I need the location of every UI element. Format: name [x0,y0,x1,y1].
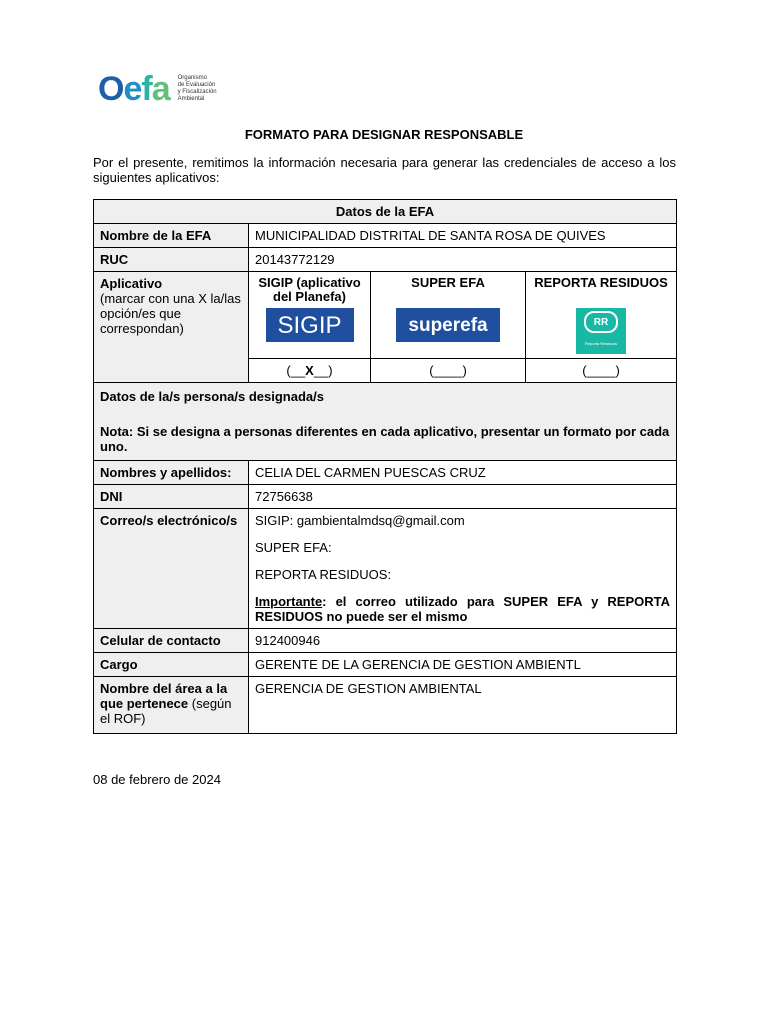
document-date: 08 de febrero de 2024 [93,772,221,787]
person-heading-row [94,383,677,461]
area-label-bold: Nombre del área a la que pertenece [100,681,228,711]
designation-form-table [93,199,677,734]
cargo-row [94,653,677,677]
names-row [94,461,677,485]
reporta-logo-caption: Reporta Residuos [584,341,618,346]
sigip-mark-prefix: (__ [286,363,306,378]
area-label [94,677,249,734]
app-option-superefa [371,272,526,359]
email-row [94,509,677,629]
app-option-sigip [249,272,371,359]
names-value: CELIA DEL CARMEN PUESCAS CRUZ [249,461,677,485]
ruc-value: 20143772129 [249,248,677,272]
document-title: FORMATO PARA DESIGNAR RESPONSABLE [244,127,524,142]
superefa-logo: superefa [396,308,500,342]
names-label: Nombres y apellidos: [94,461,249,485]
cargo-label: Cargo [94,653,249,677]
efa-name-label: Nombre de la EFA [94,224,249,248]
app-row [94,272,677,359]
important-label: Importante [255,594,323,609]
sigip-mark-x: X [305,363,314,378]
dni-value: 72756638 [249,485,677,509]
sigip-mark-suffix: __) [313,363,333,378]
person-section-note: Nota: Si se designa a personas diferentes en cada aplicativo, presentar un formato por cada uno. [100,424,670,454]
important-text: : el correo utilizado para SUPER EFA y REPORTA RESIDUOS no puede ser el mismo [255,594,670,624]
app-option-reporta [526,272,677,359]
email-important-note [255,594,670,624]
app-name-superefa: SUPER EFA [411,275,485,290]
efa-name-row [94,224,677,248]
sigip-logo: SIGIP [266,308,354,342]
app-name-reporta: REPORTA RESIDUOS [534,275,668,290]
intro-paragraph: Por el presente, remitimos la información necesaria para generar las credenciales de acceso a los siguientes aplicativos: [93,155,676,185]
email-values [249,509,677,629]
efa-section-heading: Datos de la EFA [94,200,677,224]
cargo-value: GERENTE DE LA GERENCIA DE GESTION AMBIENTL [249,653,677,677]
email-reporta: REPORTA RESIDUOS: [255,567,392,582]
email-label: Correo/s electrónico/s [94,509,249,629]
area-value: GERENCIA DE GESTION AMBIENTAL [249,677,677,734]
person-heading-cell [94,383,677,461]
reporta-residuos-logo [576,308,626,354]
oefa-logo [98,72,238,106]
oefa-logo-subtitle: Organismo de Evaluación y Fiscalización Ambiental [177,75,217,102]
phone-label: Celular de contacto [94,629,249,653]
area-row [94,677,677,734]
reporta-mark[interactable]: (____) [526,359,677,383]
app-label-cell [94,272,249,383]
oefa-logo-wordmark: Oefa [98,70,170,108]
email-sigip: SIGIP: gambientalmdsq@gmail.com [255,513,465,528]
area-label-rest: (según el ROF) [100,696,232,726]
phone-row [94,629,677,653]
phone-value: 912400946 [249,629,677,653]
reporta-rr-mark: RR [584,311,618,333]
ruc-row [94,248,677,272]
app-name-sigip: SIGIP (aplicativo del Planefa) [258,275,361,304]
superefa-mark[interactable]: (____) [371,359,526,383]
dni-row [94,485,677,509]
sigip-mark[interactable] [249,359,371,383]
app-hint: (marcar con una X la/las opción/es que correspondan) [100,291,241,336]
app-label: Aplicativo [100,276,163,291]
dni-label: DNI [94,485,249,509]
efa-name-value: MUNICIPALIDAD DISTRITAL DE SANTA ROSA DE QUIVES [249,224,677,248]
ruc-label: RUC [94,248,249,272]
person-section-heading: Datos de la/s persona/s designada/s [100,389,324,404]
email-superefa: SUPER EFA: [255,540,332,555]
efa-heading-row [94,200,677,224]
